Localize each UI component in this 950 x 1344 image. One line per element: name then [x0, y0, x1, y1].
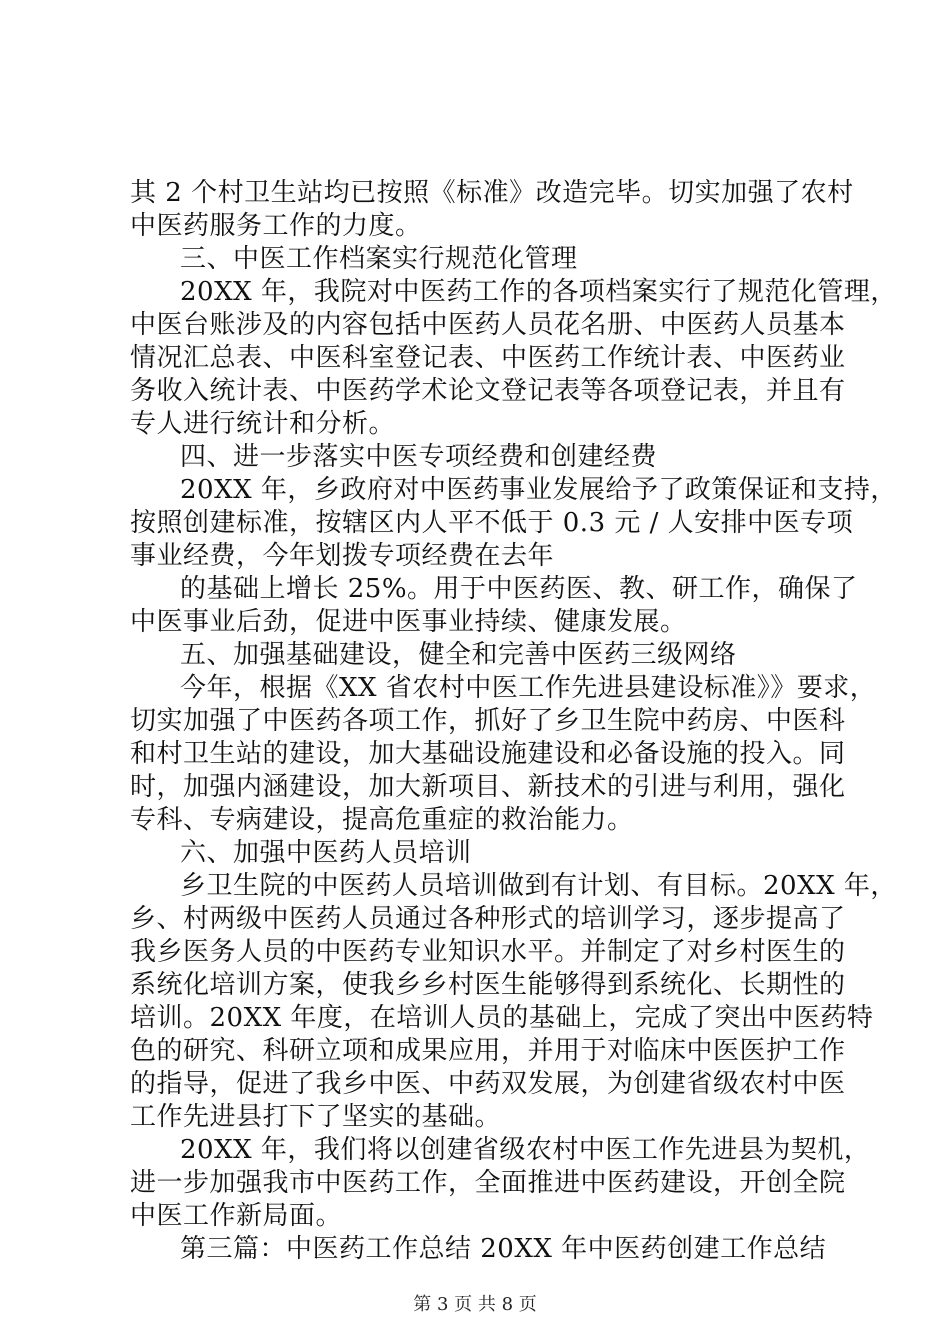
text-line: 20XX 年，我院对中医药工作的各项档案实行了规范化管理， — [180, 277, 897, 307]
text-line: 中医事业后劲，促进中医事业持续、健康发展。 — [130, 607, 687, 637]
section-heading: 第三篇：中医药工作总结 20XX 年中医药创建工作总结 — [180, 1234, 827, 1264]
text-line: 中医工作新局面。 — [130, 1201, 343, 1231]
text-line: 务收入统计表、中医药学术论文登记表等各项登记表，并且有 — [130, 376, 846, 406]
text-line: 乡、村两级中医药人员通过各种形式的培训学习，逐步提高了 — [130, 904, 846, 934]
section-heading: 六、加强中医药人员培训 — [180, 838, 472, 868]
text-line: 专科、专病建设，提高危重症的救治能力。 — [130, 805, 634, 835]
text-line: 系统化培训方案，使我乡乡村医生能够得到系统化、长期性的 — [130, 970, 846, 1000]
text-line: 的指导，促进了我乡中医、中药双发展，为创建省级农村中医 — [130, 1069, 846, 1099]
text-line: 20XX 年，乡政府对中医药事业发展给予了政策保证和支持， — [180, 475, 897, 505]
section-heading: 五、加强基础建设，健全和完善中医药三级网络 — [180, 640, 737, 670]
text-line: 专人进行统计和分析。 — [130, 409, 396, 439]
text-line: 培训。20XX 年度，在培训人员的基础上，完成了突出中医药特 — [130, 1003, 874, 1033]
section-heading: 三、中医工作档案实行规范化管理 — [180, 244, 578, 274]
text-line: 其 2 个村卫生站均已按照《标准》改造完毕。切实加强了农村 — [130, 178, 854, 208]
text-line: 20XX 年，我们将以创建省级农村中医工作先进县为契机， — [180, 1135, 871, 1165]
page-number-footer: 第 3 页 共 8 页 — [413, 1294, 537, 1315]
text-line: 进一步加强我市中医药工作，全面推进中医药建设，开创全院 — [130, 1168, 846, 1198]
text-line: 事业经费，今年划拨专项经费在去年 — [130, 541, 555, 571]
text-line: 色的研究、科研立项和成果应用，并用于对临床中医医护工作 — [130, 1036, 846, 1066]
text-line: 我乡医务人员的中医药专业知识水平。并制定了对乡村医生的 — [130, 937, 846, 967]
text-line: 情况汇总表、中医科室登记表、中医药工作统计表、中医药业 — [130, 343, 846, 373]
text-line: 切实加强了中医药各项工作，抓好了乡卫生院中药房、中医科 — [130, 706, 846, 736]
text-line: 乡卫生院的中医药人员培训做到有计划、有目标。20XX 年， — [180, 871, 897, 901]
text-line: 和村卫生站的建设，加大基础设施建设和必备设施的投入。同 — [130, 739, 846, 769]
section-heading: 四、进一步落实中医专项经费和创建经费 — [180, 442, 658, 472]
text-line: 中医台账涉及的内容包括中医药人员花名册、中医药人员基本 — [130, 310, 846, 340]
text-line: 今年，根据《XX 省农村中医工作先进县建设标准》》要求， — [180, 673, 877, 703]
text-line: 工作先进县打下了坚实的基础。 — [130, 1102, 502, 1132]
text-line: 按照创建标准，按辖区内人平不低于 0.3 元 / 人安排中医专项 — [130, 508, 854, 538]
text-line: 中医药服务工作的力度。 — [130, 211, 422, 241]
text-line: 时，加强内涵建设，加大新项目、新技术的引进与利用，强化 — [130, 772, 846, 802]
text-line: 的基础上增长 25%。用于中医药医、教、研工作，确保了 — [180, 574, 858, 604]
